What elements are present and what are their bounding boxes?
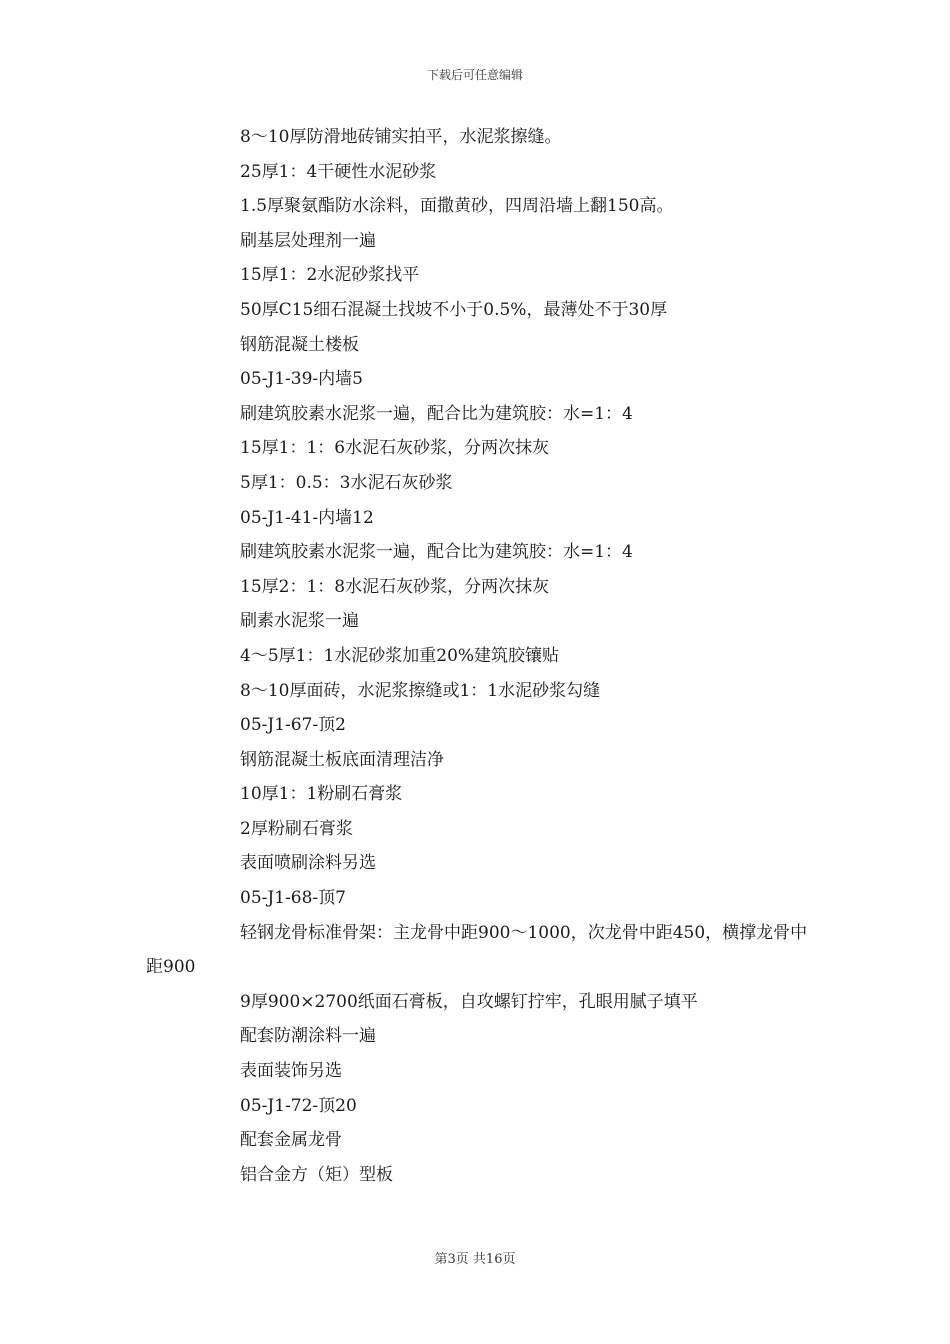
text-line: 50厚C15细石混凝土找坡不小于0.5%，最薄处不于30厚 xyxy=(240,299,668,320)
text-line: 配套金属龙骨 xyxy=(240,1130,342,1151)
text-line: 4～5厚1：1水泥砂浆加重20%建筑胶镶贴 xyxy=(240,645,560,666)
text-line: 钢筋混凝土板底面清理洁净 xyxy=(240,749,444,770)
page-footer: 第3页 共16页 xyxy=(434,1252,516,1267)
text-line: 配套防潮涂料一遍 xyxy=(240,1026,376,1047)
text-line: 10厚1：1粉刷石膏浆 xyxy=(240,784,403,805)
text-line: 25厚1：4干硬性水泥砂浆 xyxy=(240,161,437,182)
text-line: 表面装饰另选 xyxy=(240,1061,342,1082)
text-line: 刷建筑胶素水泥浆一遍，配合比为建筑胶：水=1：4 xyxy=(240,542,633,563)
text-line: 刷建筑胶素水泥浆一遍，配合比为建筑胶：水=1：4 xyxy=(240,403,633,424)
page-header: 下载后可任意编辑 xyxy=(426,68,523,82)
text-line: 刷基层处理剂一遍 xyxy=(240,230,376,251)
text-line: 15厚1：1：6水泥石灰砂浆，分两次抹灰 xyxy=(240,438,550,459)
text-line: 8～10厚面砖，水泥浆擦缝或1：1水泥砂浆勾缝 xyxy=(240,680,601,701)
text-line: 05-J1-72-顶20 xyxy=(240,1095,357,1116)
text-line: 05-J1-41-内墙12 xyxy=(240,507,374,528)
text-line: 钢筋混凝土楼板 xyxy=(240,334,359,355)
text-line: 8～10厚防滑地砖铺实拍平，水泥浆擦缝。 xyxy=(240,127,562,147)
text-line: 1.5厚聚氨酯防水涂料，面撒黄砂，四周沿墙上翻150高。 xyxy=(240,196,674,217)
text-line: 05-J1-68-顶7 xyxy=(240,888,346,909)
text-line: 15厚2：1：8水泥石灰砂浆，分两次抹灰 xyxy=(240,576,550,597)
text-line: 9厚900×2700纸面石膏板，自攻螺钉拧牢，孔眼用腻子填平 xyxy=(240,991,698,1012)
document-body xyxy=(146,120,810,1192)
text-line: 05-J1-39-内墙5 xyxy=(240,369,363,390)
text-line: 05-J1-67-顶2 xyxy=(240,715,346,736)
text-line: 刷素水泥浆一遍 xyxy=(240,611,359,632)
text-line: 5厚1：0.5：3水泥石灰砂浆 xyxy=(240,472,453,493)
text-line: 2厚粉刷石膏浆 xyxy=(240,818,353,839)
text-line-wrapped: 轻钢龙骨标准骨架：主龙骨中距900～1000，次龙骨中距450，横撑龙骨中距900 xyxy=(146,922,808,978)
text-line: 铝合金方（矩）型板 xyxy=(240,1164,393,1185)
text-line: 表面喷刷涂料另选 xyxy=(240,853,376,874)
text-line: 15厚1：2水泥砂浆找平 xyxy=(240,265,420,286)
